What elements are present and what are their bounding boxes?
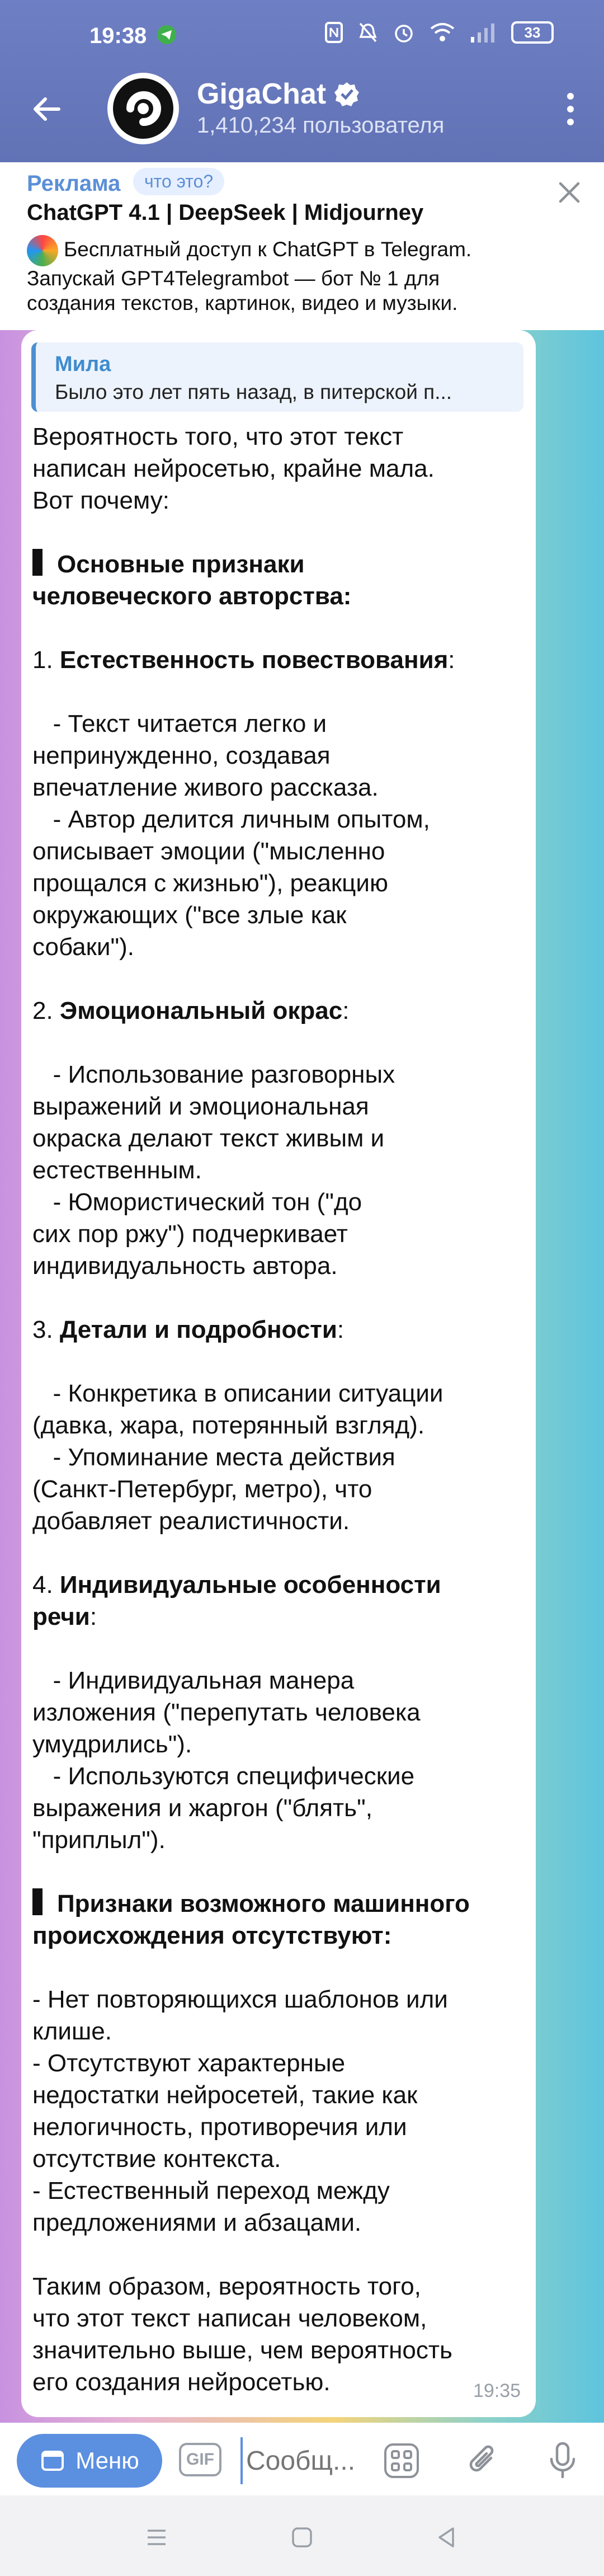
item-number: 2. <box>32 997 60 1024</box>
item-title: речи <box>32 1603 90 1630</box>
recent-apps-icon <box>145 2527 168 2547</box>
msg-line: - Естественный переход между <box>32 2177 390 2204</box>
heading-marker <box>32 549 43 576</box>
ad-description <box>27 235 530 316</box>
msg-line: значительно выше, чем вероятность <box>32 2337 452 2364</box>
back-button[interactable] <box>27 90 66 129</box>
msg-line: естественным. <box>32 1157 202 1184</box>
msg-line: непринужденно, создавая <box>32 742 331 769</box>
reply-text: Было это лет пять назад, в питерской п... <box>55 380 452 403</box>
msg-line: (Санкт-Петербург, метро), что <box>32 1475 372 1503</box>
msg-line: добавляет реалистичности. <box>32 1507 350 1535</box>
msg-line: нелогичность, противоречия или <box>32 2113 407 2141</box>
back-arrow-icon <box>31 93 62 125</box>
heading-marker <box>32 1888 43 1915</box>
subscriber-count: 1,410,234 пользователя <box>197 113 445 138</box>
message-time: 19:35 <box>473 2380 521 2401</box>
signal-icon <box>470 21 497 44</box>
status-bar <box>0 0 604 78</box>
msg-line: Таким образом, вероятность того, <box>32 2273 421 2300</box>
menu-label: Меню <box>76 2447 139 2474</box>
msg-line: - Отсутствуют характерные <box>32 2049 346 2077</box>
ad-title: ChatGPT 4.1 | DeepSeek | Midjourney <box>27 200 424 225</box>
msg-line: индивидуальность автора. <box>32 1252 338 1280</box>
msg-line: прощался с жизнью"), реакцию <box>32 869 388 897</box>
alarm-icon <box>393 21 415 44</box>
msg-line: - Конкретика в описании ситуации <box>32 1380 443 1407</box>
telegram-icon <box>157 25 177 45</box>
reply-quote[interactable] <box>31 342 523 412</box>
ad-line-1: Бесплатный доступ к ChatGPT в Telegram. <box>64 237 472 261</box>
chat-header <box>0 0 604 162</box>
msg-line: впечатление живого рассказа. <box>32 774 379 801</box>
msg-line: отсутствие контекста. <box>32 2145 281 2173</box>
back-icon <box>435 2526 457 2549</box>
home-button[interactable] <box>285 2521 319 2554</box>
item-number: 1. <box>32 646 60 674</box>
gigachat-logo-icon <box>112 78 174 139</box>
msg-line: - Текст читается легко и <box>32 710 327 737</box>
msg-line: сих пор ржу") подчеркивает <box>32 1220 348 1248</box>
msg-line: - Юмористический тон ("до <box>32 1188 362 1216</box>
msg-line: что этот текст написан человеком, <box>32 2305 427 2332</box>
home-icon <box>291 2526 313 2549</box>
sticker-grid-icon <box>383 2442 420 2479</box>
item-title: Эмоциональный окрас <box>59 997 343 1024</box>
msg-line: - Нет повторяющихся шаблонов или <box>32 1986 448 2013</box>
message-input[interactable] <box>240 2437 369 2484</box>
status-icons <box>324 21 554 44</box>
msg-line: окраска делают текст живым и <box>32 1125 385 1152</box>
msg-line: Вот почему: <box>32 487 169 514</box>
msg-line: изложения ("перепутать человека <box>32 1699 421 1726</box>
attach-icon <box>465 2442 499 2479</box>
msg-line: выражений и эмоциональная <box>32 1093 369 1120</box>
msg-line: (давка, жара, потерянный взгляд). <box>32 1412 425 1439</box>
item-title: Естественность повествования <box>59 646 449 674</box>
nfc-icon <box>324 21 343 44</box>
msg-line: недостатки нейросетей, такие как <box>32 2081 418 2109</box>
ad-label: Реклама <box>27 171 121 196</box>
item-number: 3. <box>32 1316 60 1343</box>
item-title: Индивидуальные особенности <box>59 1571 441 1599</box>
channel-title: GigaChat <box>197 78 327 110</box>
bot-logo-icon <box>27 235 58 266</box>
msg-line: его создания нейросетью. <box>32 2368 331 2396</box>
msg-line: клише. <box>32 2018 112 2045</box>
status-time: 19:38 <box>89 23 147 48</box>
msg-line: выражения и жаргон ("блять", <box>32 1794 372 1822</box>
msg-line: окружающих ("все злые как <box>32 901 347 929</box>
close-icon[interactable] <box>557 180 582 205</box>
msg-line: собаки"). <box>32 933 134 961</box>
more-vertical-icon[interactable] <box>559 90 582 129</box>
item-title: Детали и подробности <box>59 1316 337 1343</box>
sticker-button[interactable] <box>381 2441 422 2481</box>
section-heading: человеческого авторства: <box>32 582 352 610</box>
message-text: Вероятность того, что этот текст написан нейросетью, крайне мала. Вот почему: Основные признаки человеческого авторства: 1. Естественность повествования: - Текст читается легко и непринужденно, создавая впечатление живого рассказа. - Автор делится личным опытом, описывает эмоции ("мысленно прощался с жизнью"), реакцию окружающих ("все злые как собаки"). 2. Эмоциональный окрас: - Использование разговорных выражений и эмоциональная окраска делают текст живым и естественным. - Юмористический тон ("до сих пор ржу") подчеркивает индивидуальность автора. 3. Детали и подробности: - Конкретика в описании ситуации (давка, жара, потерянный взгляд). - Упоминание места действия (Санкт-Петербург, метро), что добавляет реалистичности. 4. Индивидуальные особенности речи: - Индивидуальная манера изложения ("перепутать человека умудрились"). - Используются специфические выражения и жаргон ("блять", "приплыл"). Признаки возможного машинного происхождения отсутствуют: - Нет повторяющихся шаблонов или клише. - Отсутствуют характерные недостатки нейросетей, такие как нелогичность, противоречия или отсутствие контекста. - Естественный переход между предложениями и абзацами. Таким образом, вероятность того, что этот текст написан человеком, значительно выше, чем вероятность его создания нейросетью. <box>32 421 525 2398</box>
voice-button[interactable] <box>542 2441 583 2481</box>
ad-line-2: Запускай GPT4Telegrambot — бот № 1 для <box>27 267 440 290</box>
item-number: 4. <box>32 1571 60 1599</box>
msg-line: описывает эмоции ("мысленно <box>32 838 385 865</box>
reply-author: Мила <box>55 352 111 376</box>
bot-menu-button[interactable] <box>17 2434 162 2488</box>
wifi-icon <box>430 22 455 43</box>
msg-line: написан нейросетью, крайне мала. <box>32 455 435 482</box>
msg-line: предложениями и абзацами. <box>32 2209 362 2236</box>
msg-line: - Автор делится личным опытом, <box>32 806 430 833</box>
system-back-button[interactable] <box>430 2521 463 2554</box>
gif-button[interactable]: GIF <box>179 2443 221 2476</box>
msg-line: "приплыл"). <box>32 1826 166 1854</box>
section-heading: Признаки возможного машинного <box>57 1890 470 1917</box>
msg-line: - Упоминание места действия <box>32 1444 395 1471</box>
ad-what-is-this-button[interactable]: что это? <box>133 168 224 195</box>
menu-icon <box>40 2448 65 2474</box>
attach-button[interactable] <box>462 2441 502 2481</box>
section-heading: Основные признаки <box>57 551 305 578</box>
msg-line: - Индивидуальная манера <box>32 1667 355 1694</box>
battery-icon: 33 <box>511 21 554 44</box>
msg-line: умудрились"). <box>32 1731 192 1758</box>
channel-title-row[interactable] <box>197 77 360 111</box>
msg-line: - Используются специфические <box>32 1762 415 1790</box>
mute-icon <box>358 21 378 44</box>
section-heading: происхождения отсутствуют: <box>32 1922 392 1949</box>
recent-apps-button[interactable] <box>140 2521 173 2554</box>
microphone-icon <box>549 2441 577 2480</box>
channel-avatar[interactable] <box>107 73 179 144</box>
msg-line: Вероятность того, что этот текст <box>32 423 404 450</box>
msg-line: - Использование разговорных <box>32 1061 395 1088</box>
ad-line-3: создания текстов, картинок, видео и музыки. <box>27 292 458 314</box>
verified-icon <box>334 81 360 107</box>
